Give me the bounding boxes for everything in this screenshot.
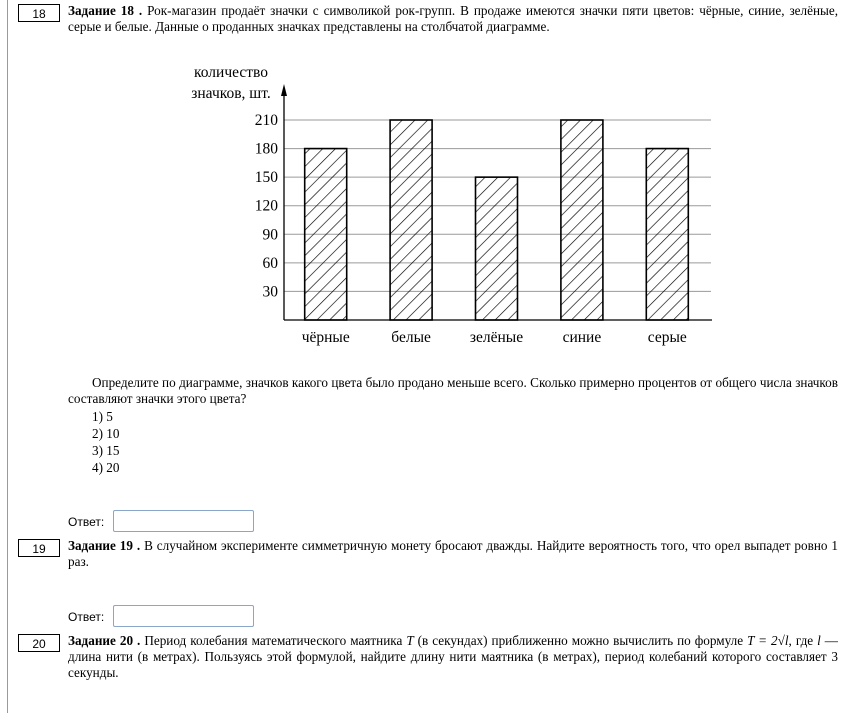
task-text: Рок-магазин продаёт значки с символикой рок-групп. В продаже имеются значки пяти цветов: чёрные, синие, зелёные, серые и белые. Данные о проданных значках представлены на столбчатой диаграмме.	[68, 3, 839, 34]
task-number-box: 19	[18, 539, 60, 557]
answer-label: Ответ:	[68, 610, 105, 624]
variable-l: l	[817, 633, 821, 648]
task-statement	[68, 538, 838, 570]
answer-input-19[interactable]	[113, 605, 254, 627]
answer-input-18[interactable]	[113, 510, 254, 532]
y-tick-label: 60	[262, 254, 278, 272]
y-tick-label: 150	[254, 169, 278, 187]
option-3: 3) 15	[92, 443, 120, 458]
bar-4	[561, 120, 603, 320]
x-category-label: белые	[391, 329, 431, 346]
option-2: 2) 10	[92, 426, 120, 441]
task-number-box: 20	[18, 634, 60, 652]
task-statement: Задание 20 . Период колебания математического маятника T (в секундах) приближенно можно вычислить по формуле T = 2√l, где l — длина нити (в метрах). Пользуясь этой формулой, найдите длину нити маятника (в метрах), период колебаний которого составляет 3 секунды.	[68, 633, 838, 680]
answer-options	[92, 408, 119, 476]
task-title: Задание 18 .	[68, 3, 143, 18]
task-title: Задание 19 .	[68, 538, 141, 553]
bar-1	[305, 149, 347, 320]
pendulum-formula: T = 2√l	[747, 633, 789, 648]
option-1: 1) 5	[92, 409, 113, 424]
variable-T: T	[406, 633, 414, 648]
task-text: В случайном эксперименте симметричную монету бросают дважды. Найдите вероятность того, что орел выпадет ровно 1 раз.	[68, 538, 838, 569]
task-number-box: 18	[18, 4, 60, 22]
y-tick-label: 90	[262, 226, 278, 244]
task-18-question: Определите по диаграмме, значков какого цвета было продано меньше всего. Сколько примерно процентов от общего числа значков составляют значки этого цвета?	[68, 375, 838, 406]
x-category-label: серые	[647, 329, 687, 346]
bar-2	[390, 120, 432, 320]
x-category-label: зелёные	[469, 329, 524, 346]
x-category-label: чёрные	[301, 329, 350, 346]
x-category-label: синие	[562, 329, 602, 346]
y-tick-label: 210	[254, 112, 278, 129]
y-tick-label: 30	[262, 283, 278, 301]
y-axis-label-line2: значков, шт.	[191, 85, 271, 102]
bar-5	[646, 149, 688, 320]
option-4: 4) 20	[92, 460, 120, 475]
y-tick-label: 180	[254, 140, 278, 158]
y-tick-label: 120	[254, 197, 278, 215]
y-axis-arrow	[281, 84, 287, 96]
task-title: Задание 20 .	[68, 633, 141, 648]
bar-3	[476, 177, 518, 320]
answer-label: Ответ:	[68, 515, 105, 529]
y-axis-label-line1: количество	[194, 64, 268, 81]
